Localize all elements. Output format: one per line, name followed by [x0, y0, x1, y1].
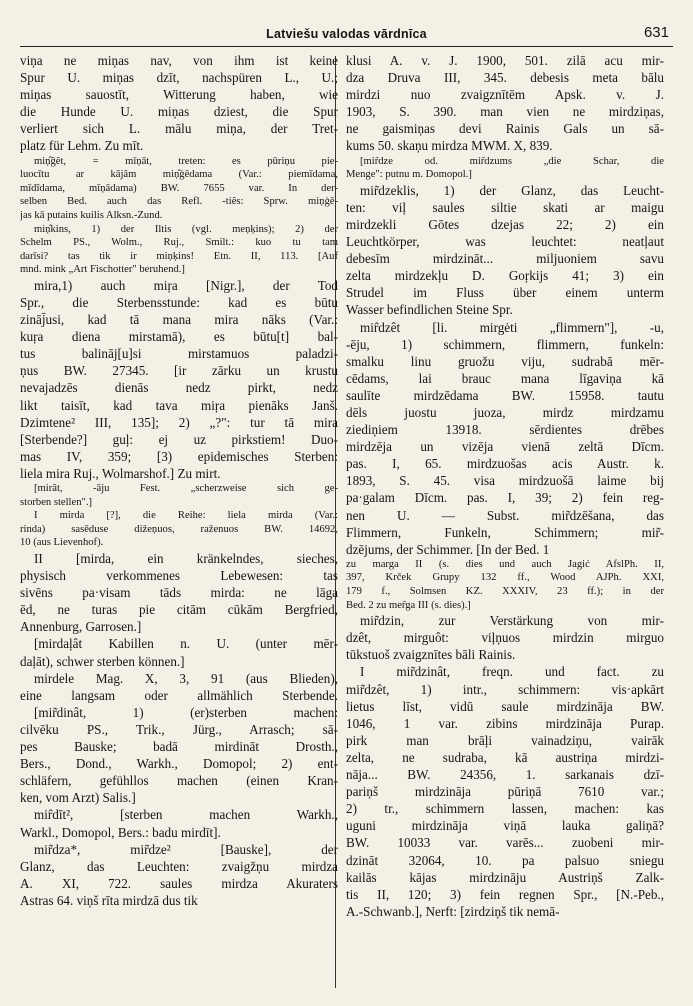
- entry-line: mnd. mink „Art Fischotter" beruhend.]: [20, 264, 185, 276]
- entry-line: dēls juostu juoza, mirdz mirdzamu: [346, 404, 664, 420]
- dictionary-entry: [20, 509, 338, 550]
- dictionary-entry: [20, 155, 338, 223]
- entry-line: [mirdaļât Kabillen n. U. (unter mēr-: [34, 636, 338, 652]
- dictionary-entry: [20, 550, 338, 635]
- entry-line: mirdzēja un vizēja vienā zeltā Dīcm.: [346, 439, 664, 455]
- entry-line: ne gaismiņas devi Rainis Gals un sā-: [346, 121, 664, 137]
- entry-line: tis II, 120; 3) fein regnen Spr., [N.-Peb.,: [346, 886, 664, 902]
- entry-line: 1046, 1 var. zibins mirdzināja Purap.: [346, 715, 664, 731]
- entry-line: mira,1) auch miŗa [Nigr.], der Tod: [34, 277, 338, 293]
- entry-line: uguni mirdzināja viņā lauka galiņā?: [346, 818, 664, 834]
- dictionary-entry: [346, 182, 664, 319]
- entry-line: mir̂dzêt [li. mirgėti „flimmern"], -u,: [360, 319, 664, 335]
- entry-line: dza Druva III, 345. debesis meta bālu: [346, 70, 664, 86]
- right-column: [346, 52, 664, 990]
- entry-line: rinda) sasēduse dižeņuos, raženuos BW. 14692,: [20, 523, 338, 535]
- entry-line: likt taisīt, kad tava miŗa pienāks Janš.: [20, 397, 338, 413]
- page-header: [20, 16, 673, 47]
- entry-line: -ēju, 1) schimmern, flimmern, funkeln:: [346, 336, 664, 352]
- entry-line: liela mira Ruj., Wolmarshof.] Zu mirt.: [20, 465, 221, 481]
- entry-line: II [mirda, ein kränkelndes, sieches,: [34, 551, 338, 566]
- entry-line: physisch verkommenes Lebewesen: tas: [20, 568, 338, 584]
- entry-line: Menge": putnu m. Domopol.]: [346, 169, 472, 181]
- entry-line: dzināt 32064, 10. pa palsuo sniegu: [346, 852, 664, 868]
- entry-line: storben stellen".]: [20, 496, 92, 508]
- entry-line: zelta mirdzekļu D. Goŗkijs 41; 3) ein: [346, 268, 664, 284]
- entry-line: ņus BW. 27345. [ir zārku un krustu: [20, 363, 338, 379]
- entry-line: smalku linu gruožu viju, sudrabā mēr-: [346, 353, 664, 369]
- entry-line: Strudel im Fluss über einem unterm: [346, 285, 664, 301]
- running-title: Latviešu valodas vārdnīca: [266, 27, 427, 41]
- dictionary-entry: [346, 319, 664, 558]
- entry-line: cilvēku PS., Trik., Jürg., Arrasch; sā-: [20, 721, 338, 737]
- entry-line: mirdzi nuo zvaigznītēm Apsk. v. J.: [346, 87, 664, 103]
- entry-line: 1893, S. 45. visa mirdzuošā laime bij: [346, 473, 664, 489]
- dictionary-entry: [346, 155, 664, 182]
- entry-line: 397, Krček Grupy 132 ff., Wood AJPh. XXI,: [346, 572, 664, 584]
- entry-line: ten: viļ saules siltie skati ar maigu: [346, 199, 664, 215]
- entry-line: mirdzekli Gōtes dzejas 22; 2) ein: [346, 216, 664, 232]
- entry-line: [Sterbende?] guļ: ej uz pirkstiem! Duo-: [20, 431, 338, 447]
- entry-line: platz für Lehm. Zu mīt.: [20, 138, 144, 154]
- entry-line: mir̃dzin, zur Verstärkung von mir-: [360, 613, 664, 629]
- entry-line: ēd, ne turas pie citām cūkām Bergfried,: [20, 602, 338, 618]
- entry-line: A. XI, 722. saules mirdza Akuraters: [20, 875, 338, 891]
- entry-line: pirk man brāļi vainadziņu, vairāk: [346, 732, 664, 748]
- entry-line: schläfern, gefühllos machen (einen Kran-: [20, 773, 338, 789]
- entry-line: 179 f., Solmsen KZ. XXXIV, 23 ff.); in der: [346, 586, 664, 597]
- page-number: 631: [643, 24, 669, 41]
- entry-line: mirdele Mag. X, 3, 91 (aus Blieden),: [34, 670, 338, 686]
- dictionary-entry: [20, 223, 338, 277]
- entry-line: Schelm PS., Wolm., Ruj., Smilt.: kuo tu tam: [20, 237, 338, 249]
- entry-line: sivēns pa·visam tāds mirda: ne lāga: [20, 585, 338, 601]
- entry-line: mas IV, 359; [3) epidemisches Sterben:: [20, 448, 338, 464]
- entry-line: mir̃dzêt, 1) intr., schimmern: vis·apkārt: [346, 681, 664, 697]
- entry-line: pes Bauske; badā mirdināt Drosth.,: [20, 739, 338, 755]
- entry-line: verliert sich L. mālu miņa, der Tret-: [20, 121, 338, 137]
- entry-line: 2) tr., schimmern lassen, machen: kas: [346, 801, 664, 817]
- entry-line: [mirât, -āju Fest. „scherzweise sich ge-: [34, 483, 338, 495]
- dictionary-entry: [346, 663, 664, 919]
- entry-line: miņ̂kins, 1) der Iltis (vgl. meņķins); 2) der: [34, 223, 338, 235]
- entry-line: Bed. 2 zu mer̃ga III (s. dies).]: [346, 599, 471, 611]
- entry-line: die Hunde U. miņas dziest, die Spur: [20, 104, 338, 120]
- entry-line: darīsi? tas tik ir miņķins! Etn. II, 113. [Auf: [20, 250, 338, 262]
- entry-line: pariņš mirdzināja pūriņā 7610 var.;: [346, 784, 664, 800]
- entry-line: klusi A. v. J. 1900, 501. zilā acu mir-: [346, 53, 664, 68]
- dictionary-entry: [346, 612, 664, 663]
- entry-line: lietus līst, vidū saule mirdzināja BW.: [346, 698, 664, 714]
- entry-line: Flimmern, Funkeln, Schimmern; mir̃-: [346, 524, 664, 540]
- entry-line: pas. I, 65. mirdzuošas acis Austr. k.: [346, 456, 664, 472]
- entry-line: tūkstuoš zvaigznītes bāli Rainis.: [346, 647, 516, 663]
- entry-line: mīdīdama, mīņādama) BW. 7655 var. In der-: [20, 182, 338, 194]
- entry-line: [mir̃dinât, 1) (er)sterben machen:: [34, 704, 338, 720]
- entry-line: viņa ne miņas nav, von ihm ist keine: [20, 53, 338, 68]
- entry-line: luocītu ar kājām miņ̂ģēdama (Var.: piemīdama,: [20, 169, 338, 181]
- left-column: [20, 52, 338, 990]
- dictionary-entry: [20, 482, 338, 509]
- entry-line: mir̃dzeklis, 1) der Glanz, das Leucht-: [360, 182, 664, 198]
- dictionary-entry: [346, 52, 664, 155]
- entry-line: ziediņiem 13918. sērdientes drēbes: [346, 422, 664, 438]
- entry-line: nāja... BW. 24356, 1. sarkanais dzī-: [346, 767, 664, 783]
- entry-line: dzējums, der Schimmer. [In der Bed. 1: [346, 541, 550, 557]
- entry-line: jas kā putains kuilis Alksn.-Zund.: [20, 209, 163, 221]
- entry-line: ken, vom Arzt) Salis.]: [20, 790, 136, 806]
- entry-line: I mir̃dzinât, freqn. und fact. zu: [360, 664, 664, 680]
- entry-line: selben Bed. auch das Refl. -tiês: Sprw. miņģē-: [20, 196, 338, 208]
- dictionary-entry: [20, 52, 338, 155]
- entry-line: Spr., die Sterbensstunde: kad es būtu: [20, 295, 338, 310]
- dictionary-entry: [20, 806, 338, 840]
- entry-line: BW. 10033 var. varēs... zuobeni mir-: [346, 835, 664, 851]
- entry-line: mir̂dīt², [sterben machen Warkh.,: [34, 807, 338, 823]
- entry-line: Glanz, das Leuchten: zvaigžņu mirdza: [20, 858, 338, 874]
- entry-line: kailās kājas mirdzināju Austriņš Zalk-: [346, 869, 664, 885]
- entry-line: 10 (aus Lievenhof).: [20, 537, 104, 549]
- entry-line: mir̃dza*, mir̃dze² [Bauske], der: [34, 841, 338, 857]
- entry-line: debesīm mirdzināt... miljuoniem savu: [346, 251, 664, 267]
- entry-line: kuŗa diena mirstamā), es būtu[t] bal-: [20, 329, 338, 345]
- entry-line: [mir̃dze od. mir̃dzums „die Schar, die: [360, 155, 664, 167]
- entry-line: tus balināj[u]si mirstamuos paladzi-: [20, 346, 338, 362]
- dictionary-entry: [20, 635, 338, 669]
- entry-line: daļāt), schwer sterben können.]: [20, 653, 185, 669]
- entry-line: zināj̄usi, kad tā mana mira nāks (Var.:: [20, 312, 338, 328]
- entry-line: I mirda [?], die Reihe: liela mirda (Var.:: [34, 510, 338, 522]
- entry-line: zu marga II (s. dies und auch Jagić AfslPh. II,: [346, 558, 664, 570]
- entry-line: Annenburg, Garrosen.]: [20, 619, 142, 635]
- entry-line: Wasser befindlichen Steine Spr.: [346, 302, 513, 318]
- entry-line: miņas sauostīt, Witterung haben, wie: [20, 87, 338, 103]
- entry-line: Leuchtkörper, was leuchtet: neatļaut: [346, 234, 664, 250]
- entry-line: 1903, S. 390. man vien ne mirdziņas,: [346, 104, 664, 120]
- dictionary-entry: [20, 670, 338, 807]
- dictionary-entry: [20, 277, 338, 482]
- entry-line: saulīte mirdzēdama BW. 15958. tautu: [346, 387, 664, 403]
- dictionary-entry: [346, 558, 664, 612]
- entry-line: miņ̂ĝêt, = mīņāt, treten: es pūriņu pie-: [34, 155, 338, 167]
- entry-line: nevajadzēs dienās nedz pirkt, nedz: [20, 380, 338, 396]
- entry-line: eine langsam oder allmählich Sterbende.: [20, 687, 338, 703]
- entry-line: cēdams, lai brauc mana līgaviņa kā: [346, 370, 664, 386]
- entry-line: Dzimtene² III, 135]; 2) „?": tur tā mira: [20, 414, 338, 430]
- dictionary-entry: [20, 841, 338, 909]
- entry-line: Spur U. miņas dzīt, nachspüren L., U.;: [20, 70, 338, 86]
- entry-line: nen U. — Subst. mir̃dzēšana, das: [346, 507, 664, 523]
- entry-line: A.-Schwanb.], Nerft: [zirdziņš tik nemā-: [346, 903, 560, 919]
- entry-line: kums 50. skaņu mirdza MWM. X, 839.: [346, 138, 553, 154]
- entry-line: dzêt, mirguôt: viļņuos mirdzin mirguo: [346, 630, 664, 646]
- entry-line: Warkl., Domopol, Bers.: badu mirdīt].: [20, 824, 221, 840]
- entry-line: zelta, ne sudraba, kā austriņa mirdzi-: [346, 749, 664, 765]
- entry-line: pa·galam Dīcm. pas. I, 39; 2) fein reg-: [346, 490, 664, 506]
- entry-line: Bers., Dond., Warkh., Domopol; 2) ent-: [20, 756, 338, 772]
- entry-line: Astras 64. viņš rīta mirdzā dus tik: [20, 892, 198, 908]
